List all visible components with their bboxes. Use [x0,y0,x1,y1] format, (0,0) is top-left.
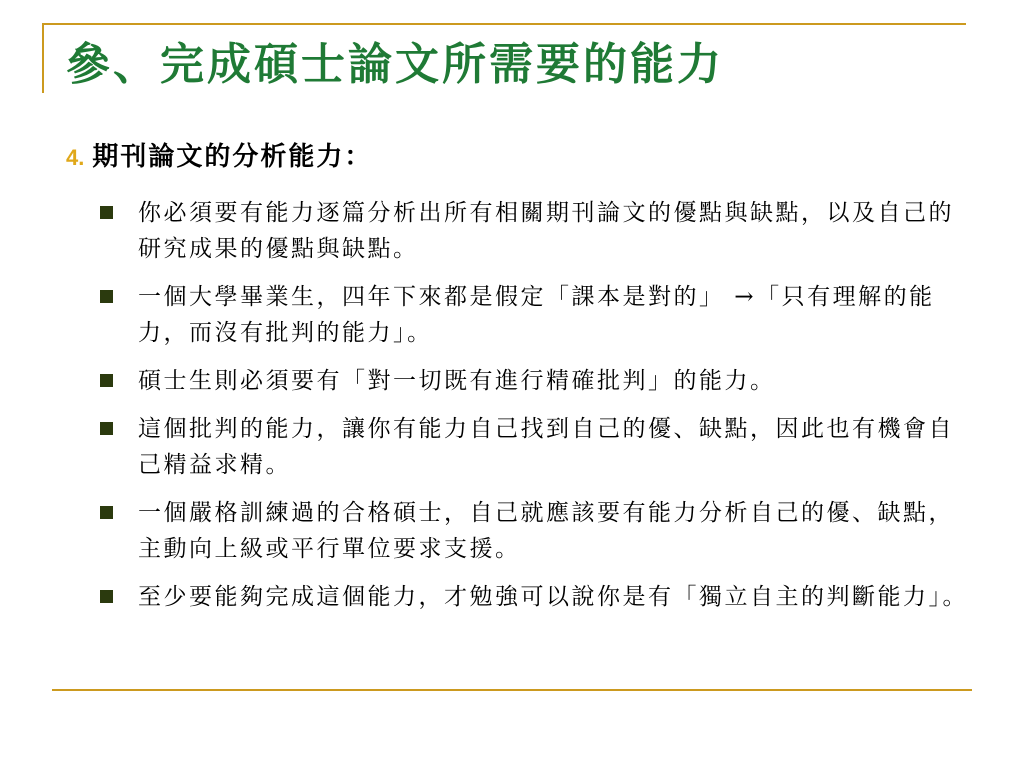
bullet-text: 至少要能夠完成這個能力，才勉強可以說你是有「獨立自主的判斷能力」。 [138,584,968,610]
square-bullet-icon [100,290,113,303]
bullet-item [100,579,980,615]
square-bullet-icon [100,374,113,387]
bullet-text: 這個批判的能力，讓你有能力自己找到自己的優、缺點，因此也有機會自己精益求精。 [138,416,954,478]
square-bullet-icon [100,422,113,435]
square-bullet-icon [100,590,113,603]
subheading [66,136,372,173]
bullet-item [100,195,980,267]
bullet-item [100,279,980,351]
top-rule [42,23,966,25]
bottom-rule [52,689,972,691]
bullet-list [100,195,980,627]
slide-title: 參、完成碩士論文所需要的能力 [66,39,724,90]
bullet-text: 你必須要有能力逐篇分析出所有相關期刊論文的優點與缺點，以及自己的研究成果的優點與缺點。 [138,200,954,262]
left-rule [42,23,44,93]
subheading-text: 期刊論文的分析能力： [92,142,373,172]
bullet-text: 碩士生則必須要有「對一切既有進行精確批判」的能力。 [138,368,776,394]
bullet-item [100,495,980,567]
square-bullet-icon [100,206,113,219]
bullet-item [100,411,980,483]
bullet-text: 一個大學畢業生，四年下來都是假定「課本是對的」 →「只有理解的能力，而沒有批判的能力」。 [138,284,935,346]
bullet-text: 一個嚴格訓練過的合格碩士，自己就應該要有能力分析自己的優、缺點，主動向上級或平行單位要求支援。 [138,500,954,562]
square-bullet-icon [100,506,113,519]
subheading-number: 4. [66,145,85,170]
bullet-item [100,363,980,399]
